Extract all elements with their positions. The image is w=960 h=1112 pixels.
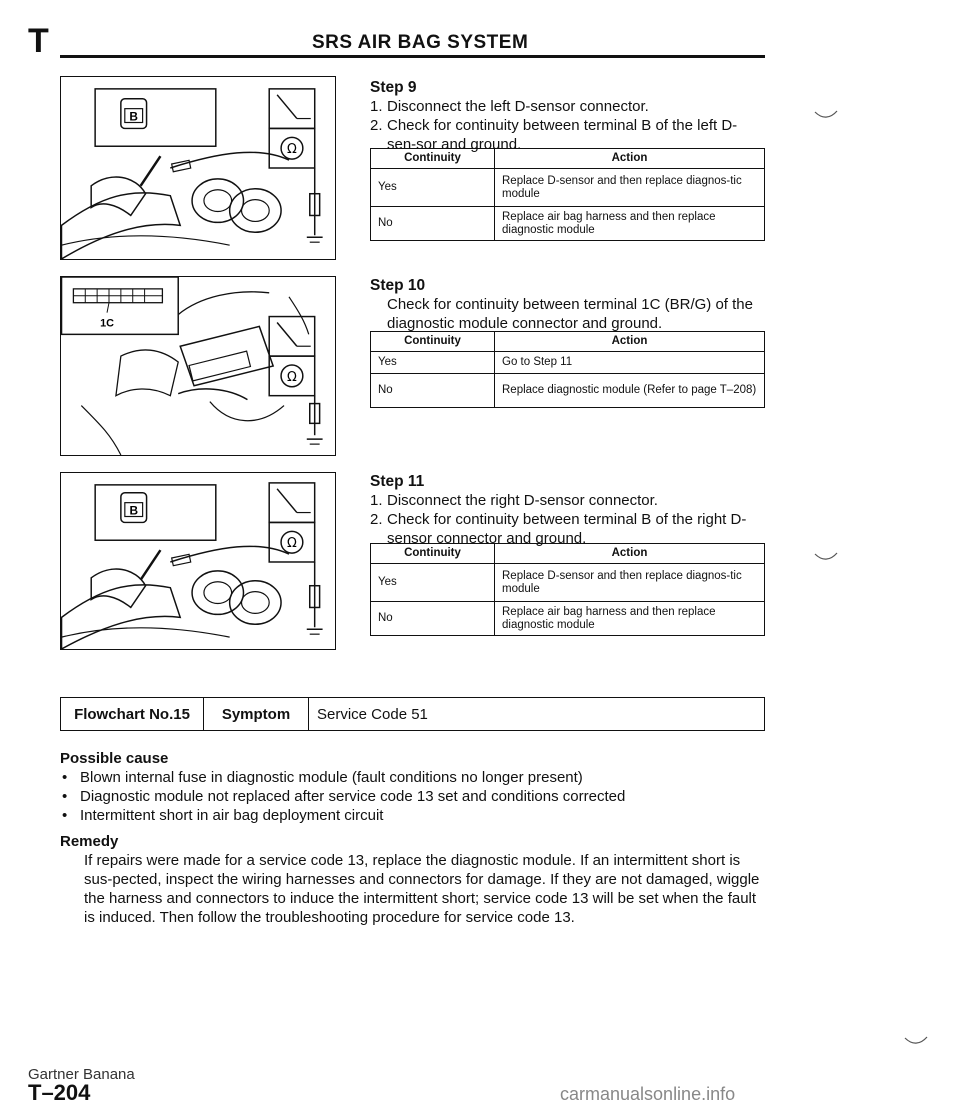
header-continuity: Continuity [371,149,495,169]
table-row [371,602,765,636]
margin-tick [814,552,838,562]
bullet-icon: • [62,807,68,824]
page-number: T–204 [28,1080,91,1105]
action-cell: Replace diagnostic module (Refer to page T–208) [495,374,765,408]
step-instruction [370,491,765,510]
section-letter: T [28,22,49,60]
step-9-table [370,148,765,241]
figure-left-d-sensor-drawing [61,77,335,259]
bullet-icon: • [62,788,68,805]
figure-right-d-sensor-drawing [61,473,335,649]
step-11-table [370,543,765,636]
list-item-text: Blown internal fuse in diagnostic module (fault conditions no longer present) [80,769,583,786]
step-10 [370,276,765,333]
header-action: Action [495,544,765,564]
list-item-text: Intermittent short in air bag deployment circuit [80,807,384,824]
brand-label: Gartner Banana [28,1066,135,1083]
step-9 [370,78,765,154]
step-title: Step 9 [370,79,417,96]
header-continuity: Continuity [371,332,495,352]
table-header-row [371,544,765,564]
action-cell: Replace D-sensor and then replace diagnos-tic module [495,564,765,602]
step-number: 1. [370,98,383,115]
flowchart-header [60,697,765,731]
table-row [371,374,765,408]
possible-cause-title: Possible cause [60,750,169,767]
table-row [371,564,765,602]
continuity-cell: Yes [371,564,495,602]
continuity-cell: No [371,207,495,241]
margin-tick [904,1036,928,1046]
symptom-label: Symptom [204,698,309,730]
table-header-row [371,149,765,169]
step-11 [370,472,765,548]
bullet-icon: • [62,769,68,786]
header-rule [60,55,765,58]
flowchart-number: Flowchart No.15 [61,698,204,730]
remedy-title: Remedy [60,833,119,850]
step-number: 2. [370,511,383,528]
continuity-cell: Yes [371,169,495,207]
ohm-symbol: Ω [287,369,297,385]
figure-diagnostic-module-drawing [61,277,335,455]
action-cell: Replace air bag harness and then replace diagnostic module [495,602,765,636]
terminal-1c-label: 1C [100,317,114,330]
list-item [60,768,765,787]
margin-tick [814,110,838,120]
figure-right-d-sensor [60,472,336,650]
terminal-b-label: B [129,503,139,518]
step-text: Disconnect the left D-sensor connector. [387,98,649,115]
list-item [60,787,765,806]
continuity-cell: No [371,602,495,636]
step-text: Check for continuity between terminal B of the right D-sensor connector and ground. [387,511,747,547]
figure-diagnostic-module-1c [60,276,336,456]
header-continuity: Continuity [371,544,495,564]
remedy-text: If repairs were made for a service code 13, replace the diagnostic module. If an intermittent short is sus-pected, inspect the wiring harnesses and connectors for damage. If they are not damaged, wiggle the harness and connectors to induce the intermittent short; service code 13 will be set when the fault is induced. Then follow the troubleshooting procedure for service code 13. [84,852,760,926]
symptom-value: Service Code 51 [317,705,428,723]
ohm-symbol: Ω [287,536,297,552]
step-number: 1. [370,492,383,509]
header-action: Action [495,332,765,352]
possible-cause-list [60,768,765,825]
step-text: Check for continuity between terminal B of the left D-sen-sor and ground. [387,117,738,153]
watermark: carmanualsonline.info [560,1084,736,1104]
continuity-cell: No [371,374,495,408]
ohm-symbol: Ω [287,142,297,158]
table-header-row [371,332,765,352]
step-title: Step 10 [370,277,426,294]
step-instruction [370,97,765,116]
list-item-text: Diagnostic module not replaced after service code 13 set and conditions corrected [80,788,626,805]
step-10-table [370,331,765,408]
table-row [371,352,765,374]
page-title: SRS AIR BAG SYSTEM [312,32,529,53]
step-number: 2. [370,117,383,134]
continuity-cell: Yes [371,352,495,374]
header-action: Action [495,149,765,169]
terminal-b-label: B [129,109,138,124]
table-row [371,169,765,207]
action-cell: Go to Step 11 [495,352,765,374]
action-cell: Replace air bag harness and then replace diagnostic module [495,207,765,241]
action-cell: Replace D-sensor and then replace diagnos-tic module [495,169,765,207]
step-title: Step 11 [370,473,425,490]
step-text: Check for continuity between terminal 1C (BR/G) of the diagnostic module connector and ground. [387,296,753,332]
list-item [60,806,765,825]
figure-left-d-sensor [60,76,336,260]
table-row [371,207,765,241]
step-text: Disconnect the right D-sensor connector. [387,492,658,509]
